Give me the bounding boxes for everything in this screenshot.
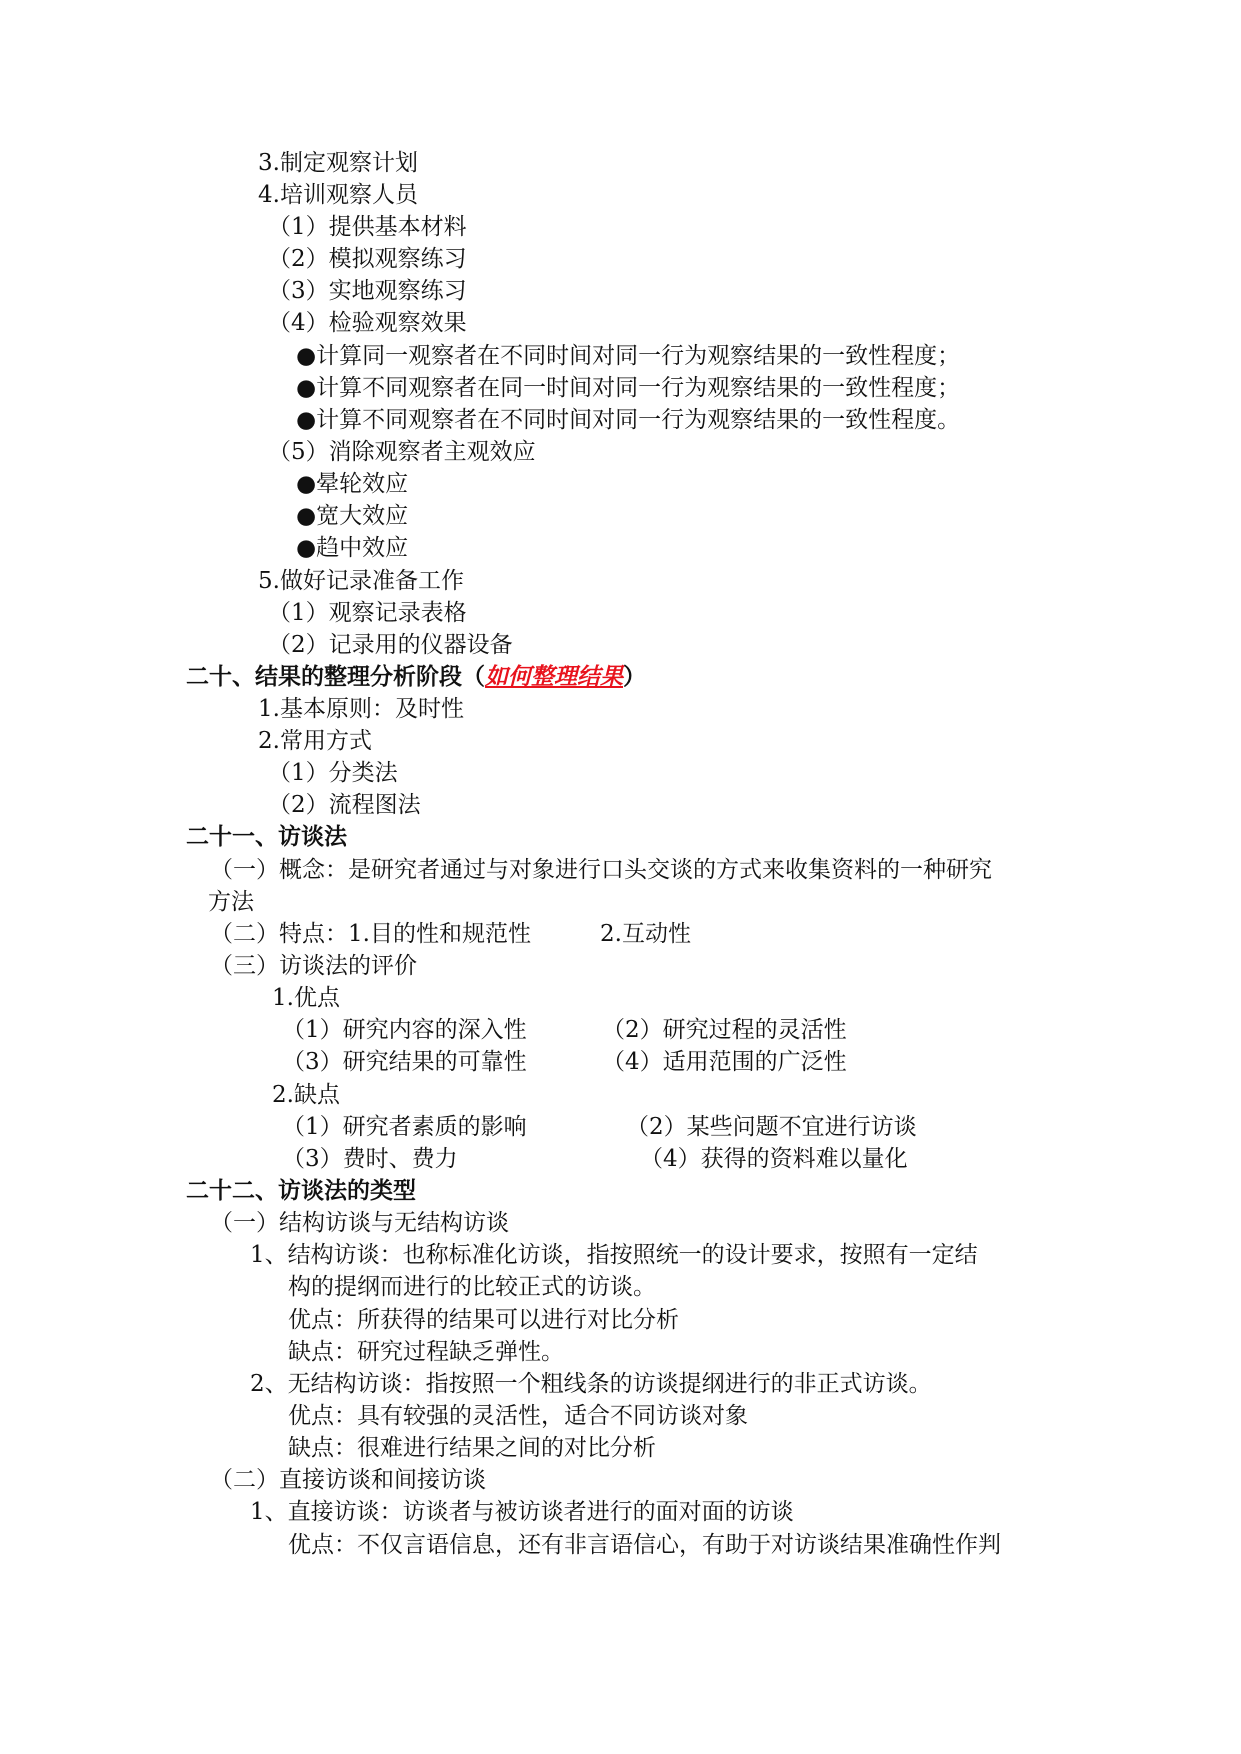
section-heading-21: 二十一、访谈法 [186, 824, 347, 850]
pro-item: （2）研究过程的灵活性 [602, 1017, 847, 1043]
sub-item-3: （3）实地观察练习 [268, 278, 467, 304]
item-5: 5.做好记录准备工作 [258, 568, 464, 594]
sub-item-2: （2）模拟观察练习 [268, 246, 467, 272]
sub-item: （2）记录用的仪器设备 [268, 632, 513, 658]
con-line: 缺点：研究过程缺乏弹性。 [288, 1339, 564, 1365]
sub-item: （1）分类法 [268, 760, 398, 786]
bullet-item: ●计算不同观察者在不同时间对同一行为观察结果的一致性程度。 [296, 407, 961, 433]
heading-text: ） [623, 664, 646, 690]
con-item: （2）某些问题不宜进行访谈 [626, 1114, 917, 1140]
item-4: 4.培训观察人员 [258, 182, 418, 208]
pro-item: （3）研究结果的可靠性 [282, 1049, 527, 1075]
bullet-item: ●晕轮效应 [296, 471, 409, 497]
paragraph-line: 1、直接访谈：访谈者与被访谈者进行的面对面的访谈 [250, 1499, 794, 1525]
concept-line: 方法 [208, 889, 254, 915]
con-line: 缺点：很难进行结果之间的对比分析 [288, 1435, 656, 1461]
pro-line: 优点：不仅言语信息，还有非言语信心，有助于对访谈结果准确性作判 [288, 1532, 1001, 1558]
part-heading: （二）直接访谈和间接访谈 [210, 1467, 486, 1493]
bullet-item: ●趋中效应 [296, 535, 409, 561]
feature-line: （二）特点：1.目的性和规范性 [210, 921, 531, 947]
con-item: （4）获得的资料难以量化 [640, 1146, 908, 1172]
pro-item: （4）适用范围的广泛性 [602, 1049, 847, 1075]
paragraph-line: 1、结构访谈：也称标准化访谈，指按照统一的设计要求，按照有一定结 [250, 1242, 978, 1268]
pro-line: 优点：所获得的结果可以进行对比分析 [288, 1307, 679, 1333]
part-heading: （一）结构访谈与无结构访谈 [210, 1210, 509, 1236]
bullet-item: ●计算不同观察者在同一时间对同一行为观察结果的一致性程度； [296, 375, 961, 401]
feature-line: 2.互动性 [600, 921, 691, 947]
section-heading-22: 二十二、访谈法的类型 [186, 1178, 416, 1204]
cons-label: 2.缺点 [272, 1082, 340, 1108]
pro-line: 优点：具有较强的灵活性，适合不同访谈对象 [288, 1403, 748, 1429]
con-item: （3）费时、费力 [282, 1146, 458, 1172]
item-1: 1.基本原则：及时性 [258, 696, 464, 722]
bullet-item: ●计算同一观察者在不同时间对同一行为观察结果的一致性程度； [296, 343, 961, 369]
evaluation-line: （三）访谈法的评价 [210, 953, 417, 979]
bullet-item: ●宽大效应 [296, 503, 409, 529]
heading-text: 二十、结果的整理分析阶段（ [186, 664, 485, 690]
paragraph-line: 2、无结构访谈：指按照一个粗线条的访谈提纲进行的非正式访谈。 [250, 1371, 932, 1397]
pro-item: （1）研究内容的深入性 [282, 1017, 527, 1043]
pros-label: 1.优点 [272, 985, 340, 1011]
section-heading-20 [186, 662, 646, 692]
sub-item-5: （5）消除观察者主观效应 [268, 439, 536, 465]
sub-item-4: （4）检验观察效果 [268, 310, 467, 336]
sub-item: （2）流程图法 [268, 792, 421, 818]
item-2: 2.常用方式 [258, 728, 372, 754]
sub-item-1: （1）提供基本材料 [268, 214, 467, 240]
con-item: （1）研究者素质的影响 [282, 1114, 527, 1140]
item-3: 3.制定观察计划 [258, 150, 418, 176]
paragraph-line: 构的提纲而进行的比较正式的访谈。 [288, 1274, 656, 1300]
heading-link-text[interactable]: 如何整理结果 [485, 664, 623, 690]
sub-item: （1）观察记录表格 [268, 600, 467, 626]
concept-line: （一）概念：是研究者通过与对象进行口头交谈的方式来收集资料的一种研究 [210, 857, 992, 883]
